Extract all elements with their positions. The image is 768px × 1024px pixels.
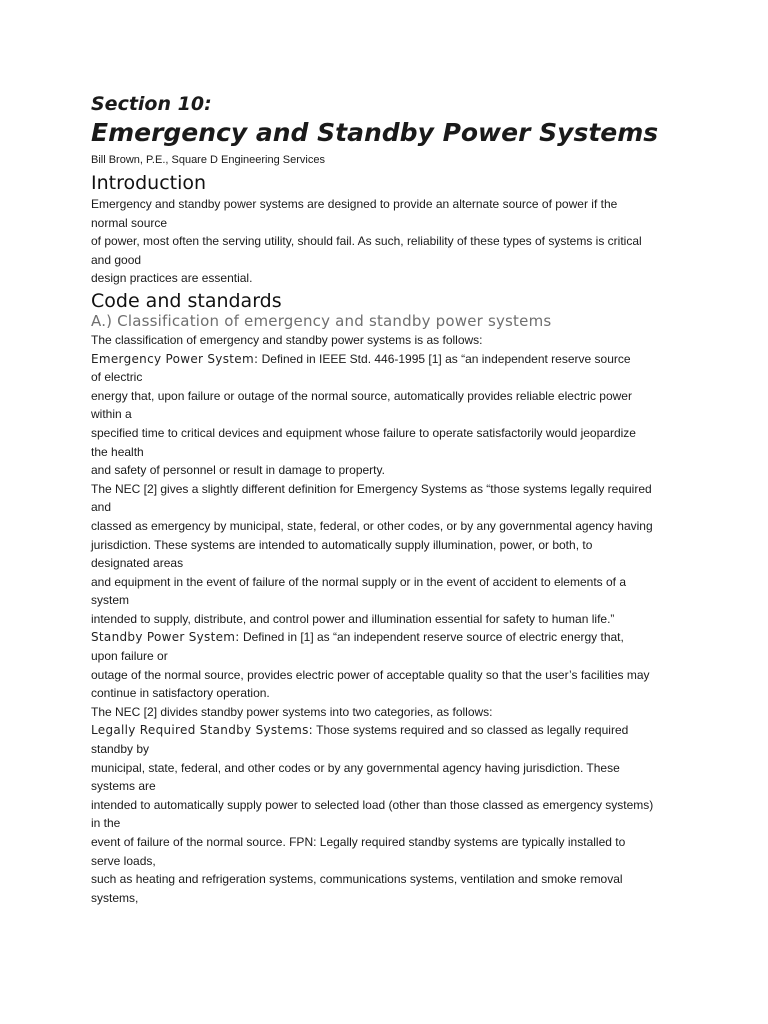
standby-definition-first-line [91,628,681,647]
emergency-definition-text: Defined in IEEE Std. 446-1995 [1] as “an independent reserve source [258,351,631,366]
legally-line: event of failure of the normal source. FPN: Legally required standby systems are typically installed to [91,835,626,849]
document-content [91,92,681,907]
standby-line: outage of the normal source, provides electric power of acceptable quality so that the user’s facilities may [91,667,650,682]
intro-line: Emergency and standby power systems are designed to provide an alternate source of power if the [91,197,618,211]
emergency-definition-first-line [91,350,681,369]
codes-heading: Code and standards [91,289,282,312]
intro-line: and good [91,252,142,267]
introduction-body [91,195,681,288]
nec-categories-line: The NEC [2] divides standby power systems into two categories, as follows: [91,704,493,719]
classification-subheading: A.) Classification of emergency and standby power systems [91,311,552,330]
standby-definition-text: Defined in [1] as “an independent reserve source of electric energy that, [239,630,624,645]
legally-line: systems are [91,779,156,794]
legally-definition-first-line [91,721,681,740]
author-line: Bill Brown, P.E., Square D Engineering Services [91,154,325,166]
legally-term-label: Legally Required Standby Systems: [91,723,314,738]
emergency-line: specified time to critical devices and equipment whose failure to operate satisfactorily would jeopardize [91,425,636,440]
nec-line: and [91,500,112,515]
legally-line: standby by [91,742,150,757]
legally-line: municipal, state, federal, and other codes or by any governmental agency having jurisdiction. These [91,760,620,775]
standby-line: upon failure or [91,649,168,664]
intro-line: design practices are essential. [91,271,253,286]
document-title: Emergency and Standby Power Systems [91,118,659,147]
nec-line: designated areas [91,556,184,571]
legally-line: serve loads, [91,853,156,868]
standby-term-label: Standby Power System: [91,630,240,645]
nec-line: system [91,593,130,608]
legally-line: such as heating and refrigeration systems, communications systems, ventilation and smoke removal [91,872,623,887]
classification-intro: The classification of emergency and standby power systems is as follows: [91,332,483,347]
emergency-line: of electric [91,370,143,385]
emergency-line: energy that, upon failure or outage of the normal source, automatically provides reliable electric power [91,388,632,403]
section-label: Section 10: [91,93,212,115]
emergency-term-label: Emergency Power System: [91,351,259,366]
emergency-line: the health [91,444,144,459]
intro-line: of power, most often the serving utility, should fail. As such, reliability of these types of systems is critical [91,234,642,249]
legally-definition-text: Those systems required and so classed as legally required [313,723,629,738]
introduction-heading: Introduction [91,172,207,194]
standby-line: continue in satisfactory operation. [91,686,270,701]
nec-line: The NEC [2] gives a slightly different definition for Emergency Systems as “those systems legally required [91,481,652,496]
nec-line: classed as emergency by municipal, state, federal, or other codes, or by any governmental agency having [91,518,653,533]
legally-line: intended to automatically supply power to selected load (other than those classed as emergency systems) [91,797,654,812]
emergency-line: and safety of personnel or result in damage to property. [91,463,385,478]
intro-line: normal source [91,215,168,230]
legally-line: in the [91,816,121,831]
nec-line: jurisdiction. These systems are intended to automatically supply illumination, power, or both, to [91,537,593,552]
legally-line: systems, [91,890,139,905]
nec-line: and equipment in the event of failure of the normal supply or in the event of accident to elements of a [91,574,626,589]
nec-line: intended to supply, distribute, and control power and illumination essential for safety to human life.” [91,611,615,626]
emergency-line: within a [91,407,132,422]
